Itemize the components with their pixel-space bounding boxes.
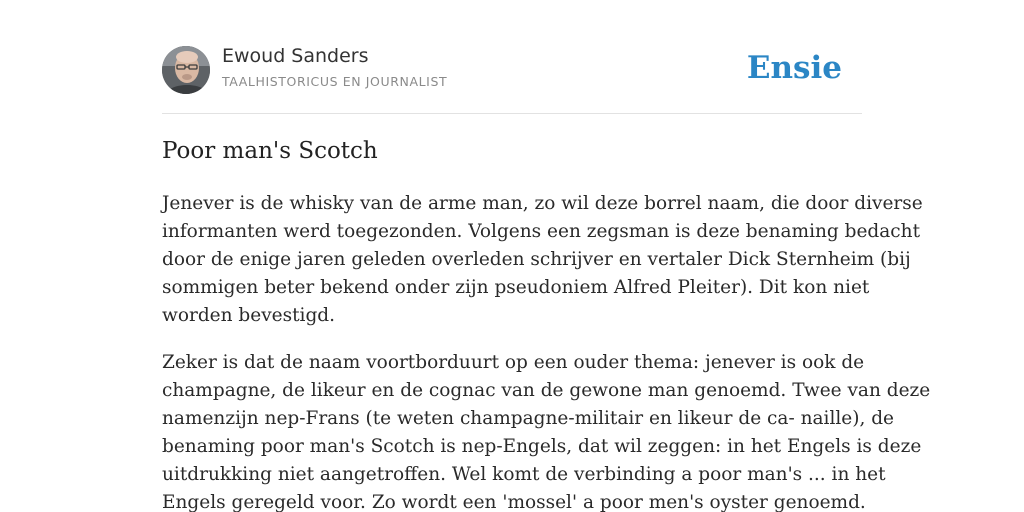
paragraph-line: Jenever is de whisky van de arme man, zo wil deze borrel naam, die door diverse	[162, 193, 923, 214]
article-body	[162, 190, 931, 512]
author-name[interactable]: Ewoud Sanders	[222, 45, 369, 67]
article-header	[162, 0, 862, 114]
paragraph-line: informanten werd toegezonden. Volgens een zegsman is deze benaming bedacht	[162, 221, 921, 242]
brand-logo[interactable]: Ensie	[746, 50, 842, 86]
author-avatar[interactable]	[162, 46, 210, 94]
paragraph-line: namenzijn nep-Frans (te weten champagne-militair en likeur de ca- naille), de	[162, 408, 894, 429]
paragraph-line: worden bevestigd.	[162, 305, 336, 326]
article-paragraph	[162, 349, 931, 512]
article-column	[162, 0, 931, 512]
paragraph-line: Zeker is dat de naam voortborduurt op een ouder thema: jenever is ook de	[162, 352, 865, 373]
paragraph-line: Engels geregeld voor. Zo wordt een 'mossel' a poor men's oyster genoemd.	[162, 492, 866, 512]
paragraph-line: champagne, de likeur en de cognac van de gewone man genoemd. Twee van deze	[162, 380, 931, 401]
author-photo-icon	[162, 46, 210, 94]
article-paragraph	[162, 190, 923, 330]
paragraph-line: uitdrukking niet aangetroffen. Wel komt de verbinding a poor man's ... in het	[162, 464, 886, 485]
article-title: Poor man's Scotch	[162, 138, 378, 164]
paragraph-line: sommigen beter bekend onder zijn pseudoniem Alfred Pleiter). Dit kon niet	[162, 277, 870, 298]
paragraph-line: benaming poor man's Scotch is nep-Engels, dat wil zeggen: in het Engels is deze	[162, 436, 922, 457]
paragraph-line: door de enige jaren geleden overleden schrijver en vertaler Dick Sternheim (bij	[162, 249, 911, 270]
author-role: TAALHISTORICUS EN JOURNALIST	[222, 74, 448, 89]
